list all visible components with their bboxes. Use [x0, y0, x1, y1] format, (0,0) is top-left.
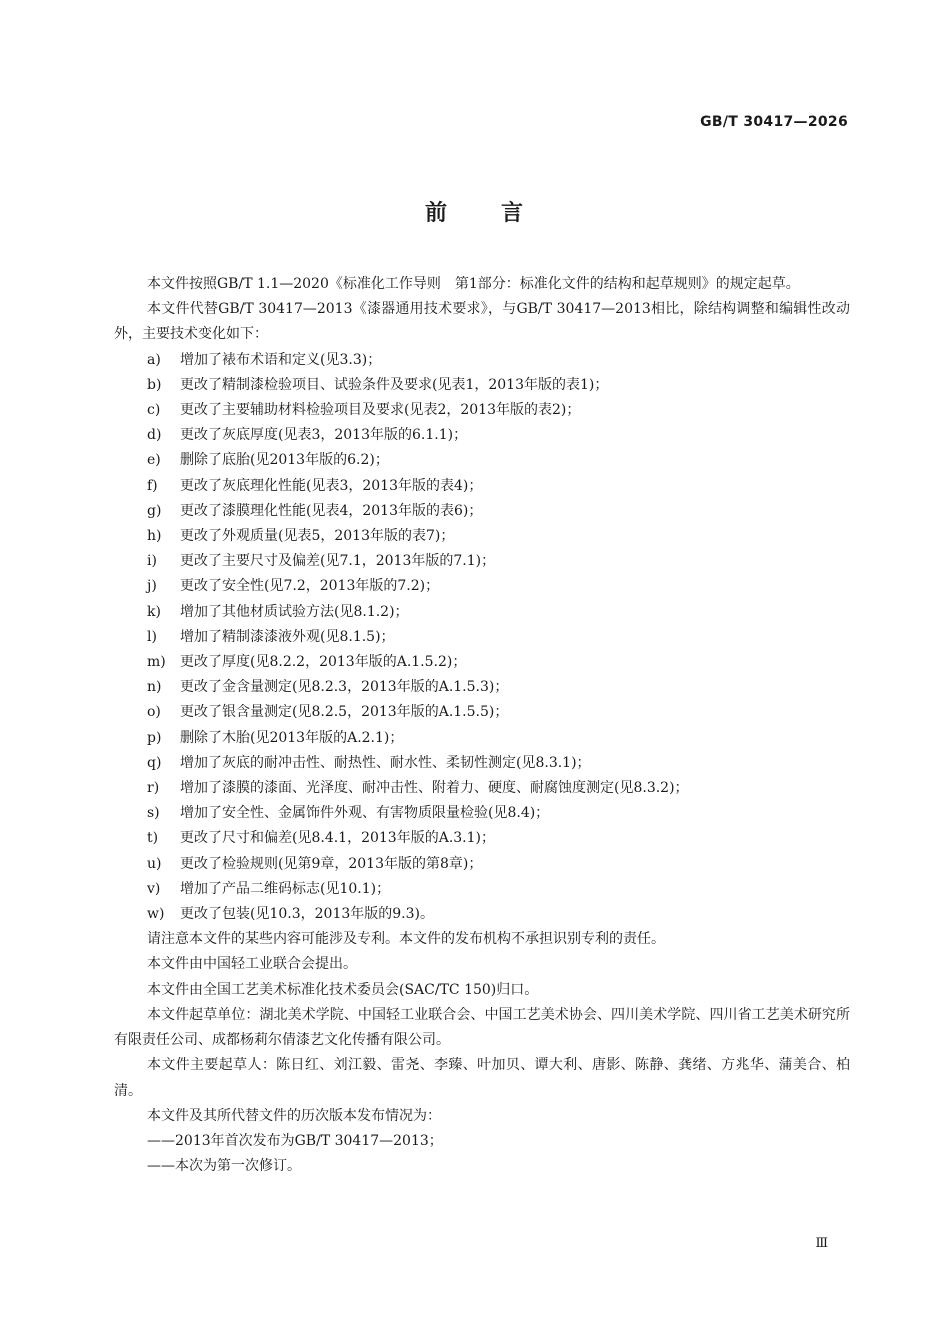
title-char-1: 前 [424, 201, 449, 226]
list-text: 增加了其他材质试验方法(见8.1.2)； [180, 603, 409, 620]
list-marker: b) [147, 376, 162, 393]
list-marker: l) [147, 628, 157, 645]
list-marker: k) [147, 603, 161, 620]
list-marker: p) [147, 729, 162, 746]
list-text: 更改了金含量测定(见8.2.3，2013年版的A.1.5.3)； [180, 679, 509, 696]
list-item [114, 373, 850, 398]
list-text: 增加了产品二维码标志(见10.1)； [180, 880, 391, 897]
list-item [114, 348, 850, 373]
list-text: 更改了厚度(见8.2.2，2013年版的A.1.5.2)； [180, 654, 467, 671]
list-item [114, 726, 850, 751]
patent-notice: 请注意本文件的某些内容可能涉及专利。本文件的发布机构不承担识别专利的责任。 [147, 931, 665, 948]
drafting-units: 本文件起草单位：湖北美术学院、中国轻工业联合会、中国工艺美术协会、四川美术学院、四川省工艺美术研究所有限责任公司、成都杨莉尔倩漆艺文化传播有限公司。 [114, 1006, 850, 1049]
list-item [114, 600, 850, 625]
proposer-statement: 本文件由中国轻工业联合会提出。 [147, 956, 357, 973]
list-text: 更改了灰底理化性能(见表3，2013年版的表4)； [180, 477, 483, 494]
standard-number: GB/T 30417—2026 [700, 114, 848, 130]
title-char-2: 言 [501, 201, 526, 226]
list-marker: g) [147, 502, 162, 519]
list-item [114, 852, 850, 877]
list-text: 更改了主要辅助材料检验项目及要求(见表2，2013年版的表2)； [180, 402, 581, 419]
list-item [114, 448, 850, 473]
list-text: 更改了包装(见10.3，2013年版的9.3)。 [180, 906, 434, 923]
list-marker: j) [147, 578, 157, 595]
list-text: 增加了精制漆漆液外观(见8.1.5)； [180, 628, 395, 645]
history-item-first: ——2013年首次发布为GB/T 30417—2013； [147, 1132, 443, 1149]
list-marker: u) [147, 855, 162, 872]
list-marker: s) [147, 805, 160, 822]
list-item [114, 877, 850, 902]
list-text: 更改了漆膜理化性能(见表4，2013年版的表6)； [180, 502, 483, 519]
page-title [0, 196, 950, 227]
list-text: 增加了漆膜的漆面、光泽度、耐冲击性、附着力、硬度、耐腐蚀度测定(见8.3.2)； [180, 780, 689, 797]
list-item [114, 549, 850, 574]
list-item [114, 625, 850, 650]
intro-paragraph-drafting-rules: 本文件按照GB/T 1.1—2020《标准化工作导则 第1部分：标准化文件的结构和起草规则》的规定起草。 [147, 276, 800, 292]
list-marker: d) [147, 427, 162, 444]
list-item [114, 574, 850, 599]
list-item [114, 474, 850, 499]
history-item-revision: ——本次为第一次修订。 [147, 1158, 301, 1175]
list-marker: w) [147, 906, 165, 923]
list-item [114, 801, 850, 826]
list-marker: n) [147, 679, 162, 696]
list-text: 更改了主要尺寸及偏差(见7.1，2013年版的7.1)； [180, 553, 496, 570]
list-item [114, 826, 850, 851]
list-marker: i) [147, 553, 157, 570]
list-item [114, 700, 850, 725]
list-item [114, 524, 850, 549]
list-text: 删除了木胎(见2013年版的A.2.1)； [180, 729, 404, 746]
list-marker: v) [147, 880, 161, 897]
page-number: Ⅲ [815, 1236, 828, 1251]
changes-list [114, 348, 850, 928]
list-text: 删除了底胎(见2013年版的6.2)； [180, 452, 389, 469]
list-text: 更改了安全性(见7.2，2013年版的7.2)； [180, 578, 440, 595]
list-item [114, 902, 850, 927]
list-text: 更改了外观质量(见表5，2013年版的表7)； [180, 528, 455, 545]
drafters: 本文件主要起草人：陈日红、刘江毅、雷尧、李臻、叶加贝、谭大利、唐影、陈静、龚绪、方兆华、蒲美合、柏清。 [114, 1057, 850, 1099]
list-marker: h) [147, 528, 162, 545]
list-text: 更改了银含量测定(见8.2.5，2013年版的A.1.5.5)； [180, 704, 509, 721]
list-text: 更改了灰底厚度(见表3，2013年版的6.1.1)； [180, 427, 468, 444]
list-text: 增加了灰底的耐冲击性、耐热性、耐水性、柔韧性测定(见8.3.1)； [180, 754, 591, 771]
list-marker: t) [147, 830, 159, 847]
list-marker: f) [147, 477, 158, 494]
list-text: 增加了裱布术语和定义(见3.3)； [180, 351, 382, 368]
list-marker: a) [147, 351, 161, 368]
list-item [114, 675, 850, 700]
history-intro: 本文件及其所代替文件的历次版本发布情况为： [147, 1107, 441, 1124]
list-marker: q) [147, 754, 162, 771]
list-item [114, 398, 850, 423]
centralized-statement: 本文件由全国工艺美术标准化技术委员会(SAC/TC 150)归口。 [147, 981, 539, 998]
list-marker: o) [147, 704, 161, 721]
list-marker: c) [147, 402, 161, 419]
list-marker: e) [147, 452, 161, 469]
list-item [114, 423, 850, 448]
intro-paragraph-replacement: 本文件代替GB/T 30417—2013《漆器通用技术要求》，与GB/T 30417—2013相比，除结构调整和编辑性改动外，主要技术变化如下： [114, 301, 850, 343]
list-text: 更改了精制漆检验项目、试验条件及要求(见表1，2013年版的表1)； [180, 376, 609, 393]
list-marker: r) [147, 780, 160, 797]
list-marker: m) [147, 654, 166, 671]
list-item [114, 776, 850, 801]
list-item [114, 650, 850, 675]
foreword-body [114, 272, 850, 1179]
list-text: 增加了安全性、金属饰件外观、有害物质限量检验(见8.4)； [180, 805, 550, 822]
list-item [114, 751, 850, 776]
list-text: 更改了尺寸和偏差(见8.4.1，2013年版的A.3.1)； [180, 830, 495, 847]
list-item [114, 499, 850, 524]
list-text: 更改了检验规则(见第9章，2013年版的第8章)； [180, 855, 483, 872]
